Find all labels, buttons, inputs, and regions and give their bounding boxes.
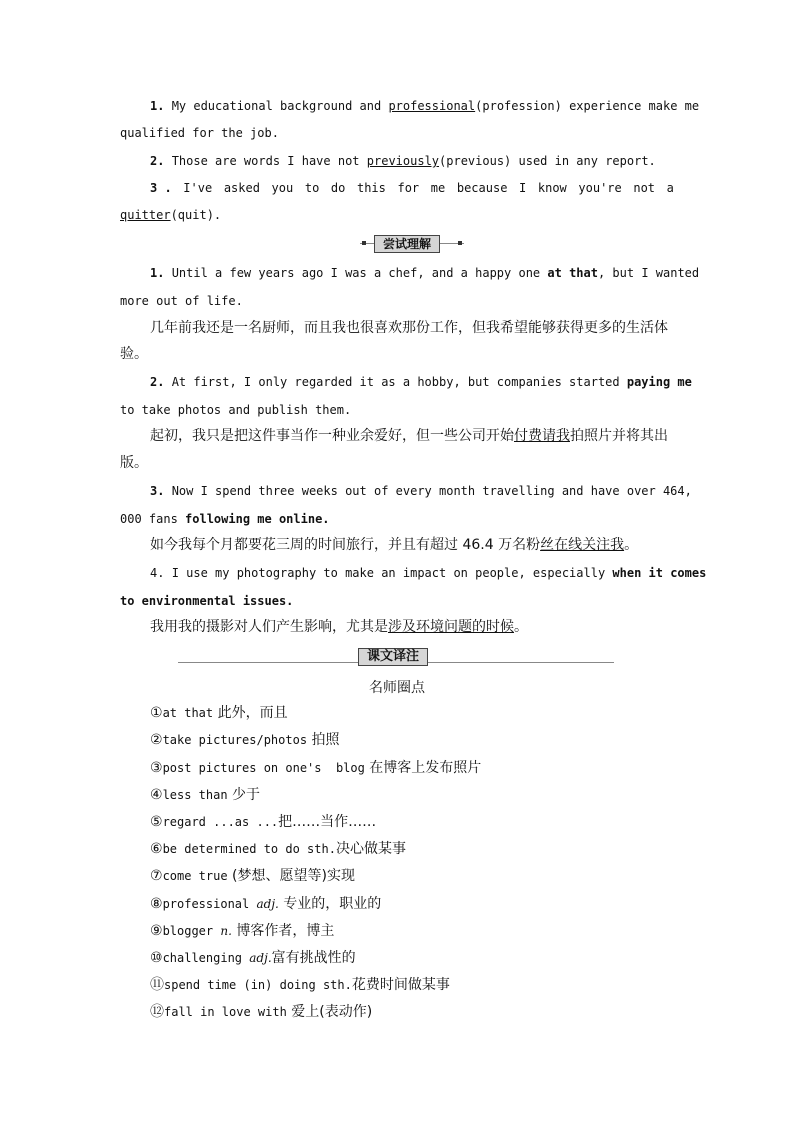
note-meaning: 少于 [227,787,261,803]
sentence-text: Now I spend three weeks out of every month travelling and have over 464, [171,484,692,498]
word: for [397,181,420,195]
note-marker: ⑪ [150,977,164,993]
part-of-speech: adj. [249,951,272,965]
note-term: professional [162,897,257,911]
note-marker: ⑤ [150,814,163,830]
exercise-item-2 [150,153,656,169]
sentence-text: Until a few years ago I was a chef, and a happy one [171,266,541,280]
key-translation: 付费请我 [514,428,570,444]
note-meaning: 在博客上发布照片 [364,760,482,776]
word: not [633,181,656,195]
note-meaning: 决心做某事 [335,841,406,857]
note-term: less than [162,788,228,802]
note-meaning: 拍照 [307,732,340,748]
sentence-2-cn-line-2: 版。 [120,455,148,471]
section-banner-text: 课文译注 [358,648,428,666]
item-number: 3. [150,484,165,498]
translation-text: 。 [514,619,528,635]
hint-word: (profession) [475,99,562,113]
note-term: at that [162,706,214,720]
key-phrase: following me online. [185,512,330,526]
exercise-item-1-line-2: qualified for the job. [120,126,279,140]
sentence-text: used in any report. [518,154,656,168]
sentence-text: experience make me [569,99,700,113]
note-marker: ⑧ [150,896,163,912]
key-phrase: paying me [626,375,692,389]
note-term: come true [162,869,228,883]
answer-blank: quitter [120,208,171,222]
sentence-2-en-line-2: to take photos and publish them. [120,403,352,417]
word: know [537,181,567,195]
sentence-1-en-line-1 [150,265,699,281]
sentence-text: I use my photography to make an impact on people, especially [171,566,606,580]
note-marker: ⑥ [150,841,163,857]
key-translation: 丝在线关注我 [540,537,625,553]
word: this [356,181,386,195]
note-term: fall in love with [164,1005,287,1019]
word: I've [183,181,213,195]
item-number: 1. [150,99,165,113]
sentence-1-en-line-2: more out of life. [120,294,243,308]
word: to [304,181,320,195]
answer-blank: previously [366,154,440,168]
sentence-3-cn [150,537,638,553]
sentence-3-en-line-1 [150,483,692,499]
exercise-item-1-line-1 [150,98,699,114]
note-item [150,977,450,993]
word: you [271,181,294,195]
note-marker: ③ [150,760,163,776]
sentence-4-cn [150,619,528,635]
part-of-speech: n. [220,924,232,938]
note-meaning: 把……当作…… [278,814,377,830]
note-term: challenging [162,951,250,965]
translation-text: 。 [624,537,639,553]
translation-text: 拍照片并将其出 [570,428,668,444]
note-meaning: 花费时间做某事 [351,977,450,993]
key-phrase: when it comes [612,566,707,580]
hint-word: (quit). [170,208,222,222]
translation-text: 如今我每个月都要花三周的时间旅行，并且有超过 46.4 万名粉 [150,537,541,553]
note-meaning: 此外，而且 [213,705,288,721]
note-item [150,705,288,721]
note-meaning: 爱上(表动作) [286,1004,373,1020]
note-item [150,923,334,939]
word: because [456,181,508,195]
sentence-2-en-line-1 [150,374,692,390]
exercise-item-3-line-2 [120,207,221,223]
word: you're [578,181,622,195]
note-term: regard ...as ... [162,815,279,829]
key-phrase: at that [547,266,598,280]
hint-word: (previous) [439,154,512,168]
sentence-text: My educational background and [171,99,382,113]
sentence-1-cn-line-1: 几年前我还是一名厨师，而且我也很喜欢那份工作，但我希望能够获得更多的生活体 [150,320,668,336]
answer-blank: professional [388,99,476,113]
sentence-text: At first, I only regarded it as a hobby, but companies started [171,375,620,389]
note-item [150,814,376,830]
word: me [430,181,446,195]
note-term: post pictures on one's blog [162,761,365,775]
note-marker: ④ [150,787,163,803]
translation-text: 我用我的摄影对人们产生影响，尤其是 [150,619,388,635]
note-item [150,787,260,803]
note-item [150,896,381,912]
translation-text: 起初，我只是把这件事当作一种业余爱好，但一些公司开始 [150,428,514,444]
sentence-text: Those are words I have not [171,154,360,168]
section-banner-try: 尝试理解 [374,235,440,253]
item-number: 3 . [150,181,172,195]
item-number: 2. [150,375,165,389]
note-term: blogger [162,924,221,938]
word: do [330,181,346,195]
note-item [150,950,356,966]
note-marker: ② [150,732,163,748]
sentence-3-en-line-2 [120,511,330,527]
sentence-4-en-line-2: to environmental issues. [120,594,294,608]
banner-ornament [458,241,462,245]
note-term: take pictures/photos [162,733,308,747]
note-item [150,1004,372,1020]
note-meaning: 博客作者，博主 [231,923,335,939]
key-translation: 涉及环境问题的时候 [388,619,514,635]
item-number: 2. [150,154,165,168]
word: a [666,181,674,195]
note-term: spend time (in) doing sth. [164,978,352,992]
word: I [519,181,527,195]
note-item [150,760,481,776]
sentence-2-cn-line-1 [150,428,668,444]
note-term: be determined to do sth. [162,842,336,856]
part-of-speech: adj. [256,897,279,911]
note-item [150,841,406,857]
note-item [150,732,340,748]
note-marker: ⑦ [150,868,163,884]
item-number: 1. [150,266,165,280]
note-marker: ① [150,705,163,721]
word: asked [223,181,260,195]
note-marker: ⑨ [150,923,163,939]
note-meaning: (梦想、愿望等)实现 [227,868,355,884]
note-item [150,868,355,884]
note-marker: ⑫ [150,1004,164,1020]
sentence-text: 000 fans [120,512,178,526]
item-number: 4. [150,566,165,580]
sentence-4-en-line-1 [150,565,706,581]
note-meaning: 富有挑战性的 [271,950,356,966]
sentence-1-cn-line-2: 验。 [120,346,148,362]
exercise-item-3-line-1 [150,180,674,196]
note-marker: ⑩ [150,950,163,966]
banner-ornament [362,241,366,245]
notes-heading: 名师圈点 [369,680,425,696]
sentence-text: , but I wanted [597,266,700,280]
note-meaning: 专业的，职业的 [278,896,382,912]
